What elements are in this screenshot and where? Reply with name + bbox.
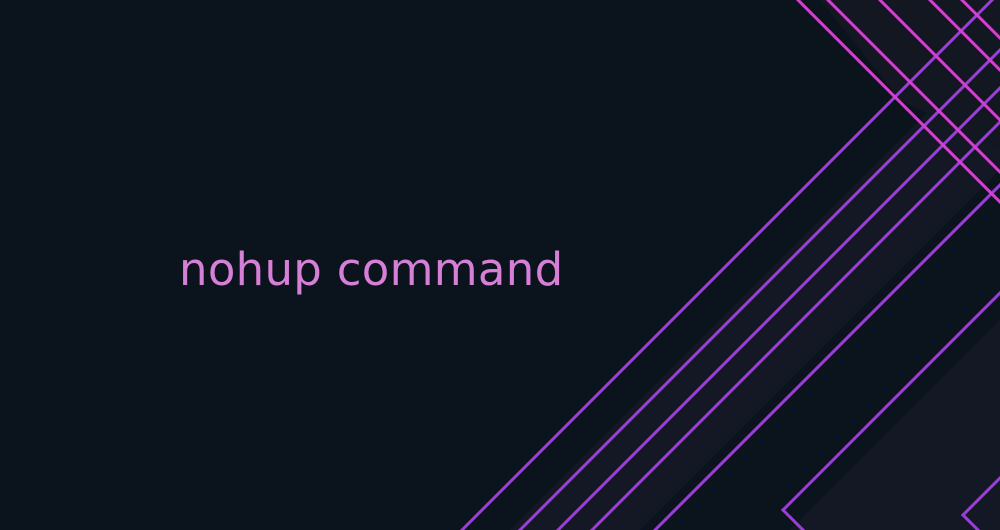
page-title: nohup command xyxy=(179,243,564,296)
dark-band xyxy=(790,320,1000,530)
